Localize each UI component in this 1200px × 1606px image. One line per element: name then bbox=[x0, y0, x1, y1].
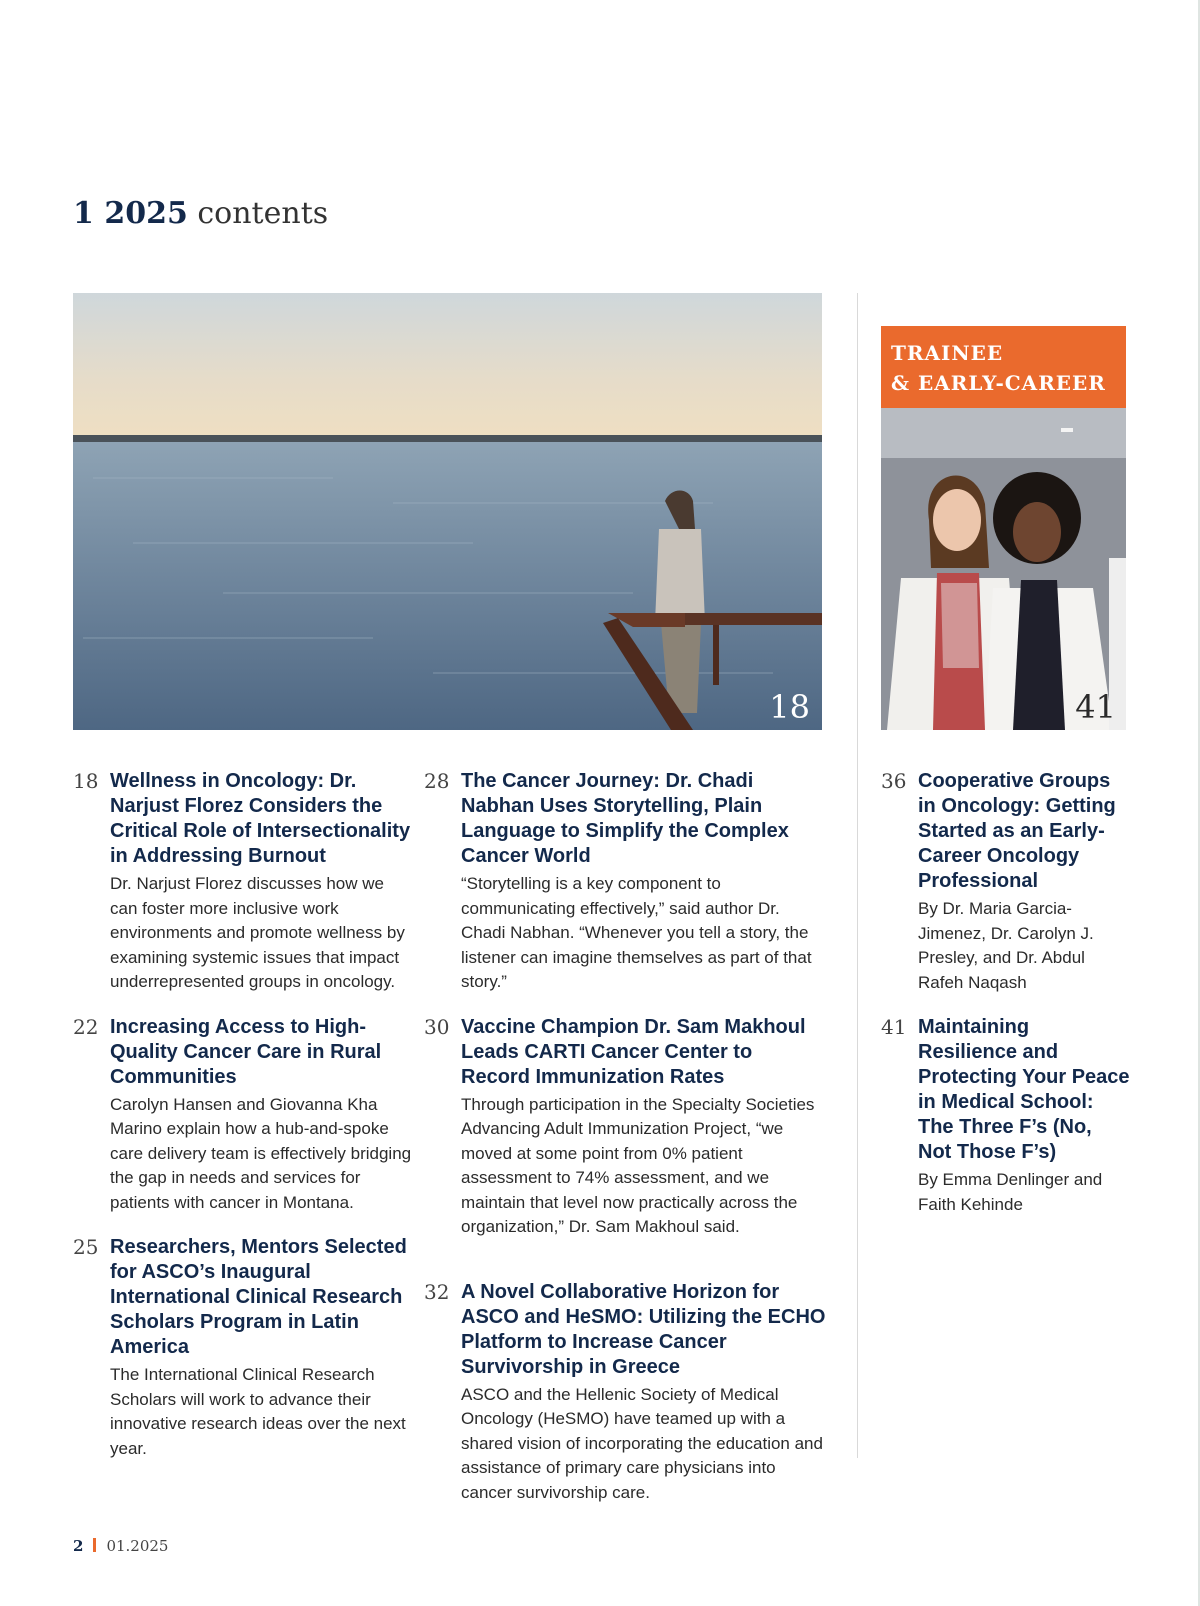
entry-description: Carolyn Hansen and Giovanna Kha Marino explain how a hub-and-spoke care delivery team is effectively bridging the gap in needs and services for patients with cancer in Montana. bbox=[110, 1094, 412, 1212]
entry-title[interactable]: Cooperative Groups in Oncology: Getting Started as an Early-Career Oncology Professional bbox=[918, 770, 1116, 892]
entry-description: “Storytelling is a key component to communicating effectively,” said author Dr. Chadi Nabhan. “Whenever you tell a story, the listener can imagine themselves as part of that story.” bbox=[461, 874, 812, 991]
entry-title[interactable]: Maintaining Resilience and Protecting Your Peace in Medical School: The Three F’s (No, Not Those F’s) bbox=[918, 1016, 1130, 1163]
entry-page-number: 41 bbox=[881, 1015, 907, 1039]
contents-column-1 bbox=[73, 769, 413, 1481]
sidebar-photo-image bbox=[881, 408, 1126, 730]
entry-description: The International Clinical Research Scholars will work to advance their innovative research ideas over the next year. bbox=[110, 1365, 406, 1458]
sidebar-page-number: 41 bbox=[1075, 688, 1116, 726]
entry-title[interactable]: Researchers, Mentors Selected for ASCO’s Inaugural International Clinical Research Scholars Program in Latin America bbox=[110, 1236, 407, 1358]
entry-page-number: 30 bbox=[424, 1014, 450, 1039]
hero-photo-image bbox=[73, 293, 822, 730]
issue-number: 1 2025 bbox=[73, 196, 188, 231]
entry-title[interactable]: Increasing Access to High-Quality Cancer Care in Rural Communities bbox=[110, 1015, 382, 1088]
entry-page-number: 25 bbox=[73, 1235, 99, 1259]
contents-entry[interactable] bbox=[881, 1015, 1130, 1217]
contents-entry[interactable] bbox=[881, 769, 1130, 995]
entry-description: By Dr. Maria Garcia-Jimenez, Dr. Carolyn J. Presley, and Dr. Abdul Rafeh Naqash bbox=[918, 899, 1094, 992]
contents-entry[interactable] bbox=[424, 1015, 826, 1240]
contents-column-3 bbox=[881, 769, 1130, 1237]
page-footer bbox=[73, 1537, 168, 1555]
hero-page-number: 18 bbox=[769, 688, 810, 726]
contents-entry[interactable] bbox=[73, 1235, 413, 1461]
sidebar-photo[interactable] bbox=[881, 326, 1126, 730]
footer-page-number: 2 bbox=[73, 1537, 84, 1555]
footer-divider bbox=[93, 1538, 96, 1552]
page-title bbox=[73, 196, 328, 231]
entry-page-number: 18 bbox=[73, 769, 99, 793]
entry-title[interactable]: A Novel Collaborative Horizon for ASCO and HeSMO: Utilizing the ECHO Platform to Increase Cancer Survivorship in Greece bbox=[461, 1280, 826, 1378]
contents-word: contents bbox=[197, 196, 329, 231]
column-divider bbox=[857, 293, 858, 1458]
entry-title[interactable]: Wellness in Oncology: Dr. Narjust Florez Considers the Critical Role of Intersectionality in Addressing Burnout bbox=[110, 770, 411, 867]
entry-page-number: 32 bbox=[424, 1279, 450, 1304]
badge-line-2: & EARLY-CAREER bbox=[891, 371, 1106, 395]
entry-page-number: 28 bbox=[424, 769, 450, 793]
entry-description: ASCO and the Hellenic Society of Medical Oncology (HeSMO) have teamed up with a shared vision of incorporating the education and assistance of primary care physicians into cancer survivorship care. bbox=[461, 1384, 823, 1502]
section-badge bbox=[881, 326, 1126, 408]
entry-description: Dr. Narjust Florez discusses how we can foster more inclusive work environments and promote wellness by examining systemic issues that impact underrepresented groups in oncology. bbox=[110, 874, 405, 991]
entry-title[interactable]: Vaccine Champion Dr. Sam Makhoul Leads CARTI Cancer Center to Record Immunization Rates bbox=[461, 1015, 806, 1088]
contents-entry[interactable] bbox=[424, 769, 826, 995]
footer-date: 01.2025 bbox=[106, 1537, 169, 1555]
entry-page-number: 22 bbox=[73, 1014, 99, 1039]
badge-line-1: TRAINEE bbox=[891, 341, 1004, 365]
entry-description: Through participation in the Specialty Societies Advancing Adult Immunization Project, “we moved at some point from 0% patient assessment to 74% assessment, and we maintain that level now practically across the organization,” Dr. Sam Makhoul said. bbox=[461, 1094, 815, 1236]
hero-photo[interactable] bbox=[73, 293, 822, 730]
entry-description: By Emma Denlinger and Faith Kehinde bbox=[918, 1170, 1103, 1214]
entry-page-number: 36 bbox=[881, 769, 907, 793]
contents-entry[interactable] bbox=[73, 769, 413, 995]
contents-entry[interactable] bbox=[73, 1015, 413, 1216]
entry-title[interactable]: The Cancer Journey: Dr. Chadi Nabhan Uses Storytelling, Plain Language to Simplify the Complex Cancer World bbox=[461, 770, 789, 867]
contents-entry[interactable] bbox=[424, 1280, 826, 1506]
contents-column-2 bbox=[424, 769, 826, 1525]
